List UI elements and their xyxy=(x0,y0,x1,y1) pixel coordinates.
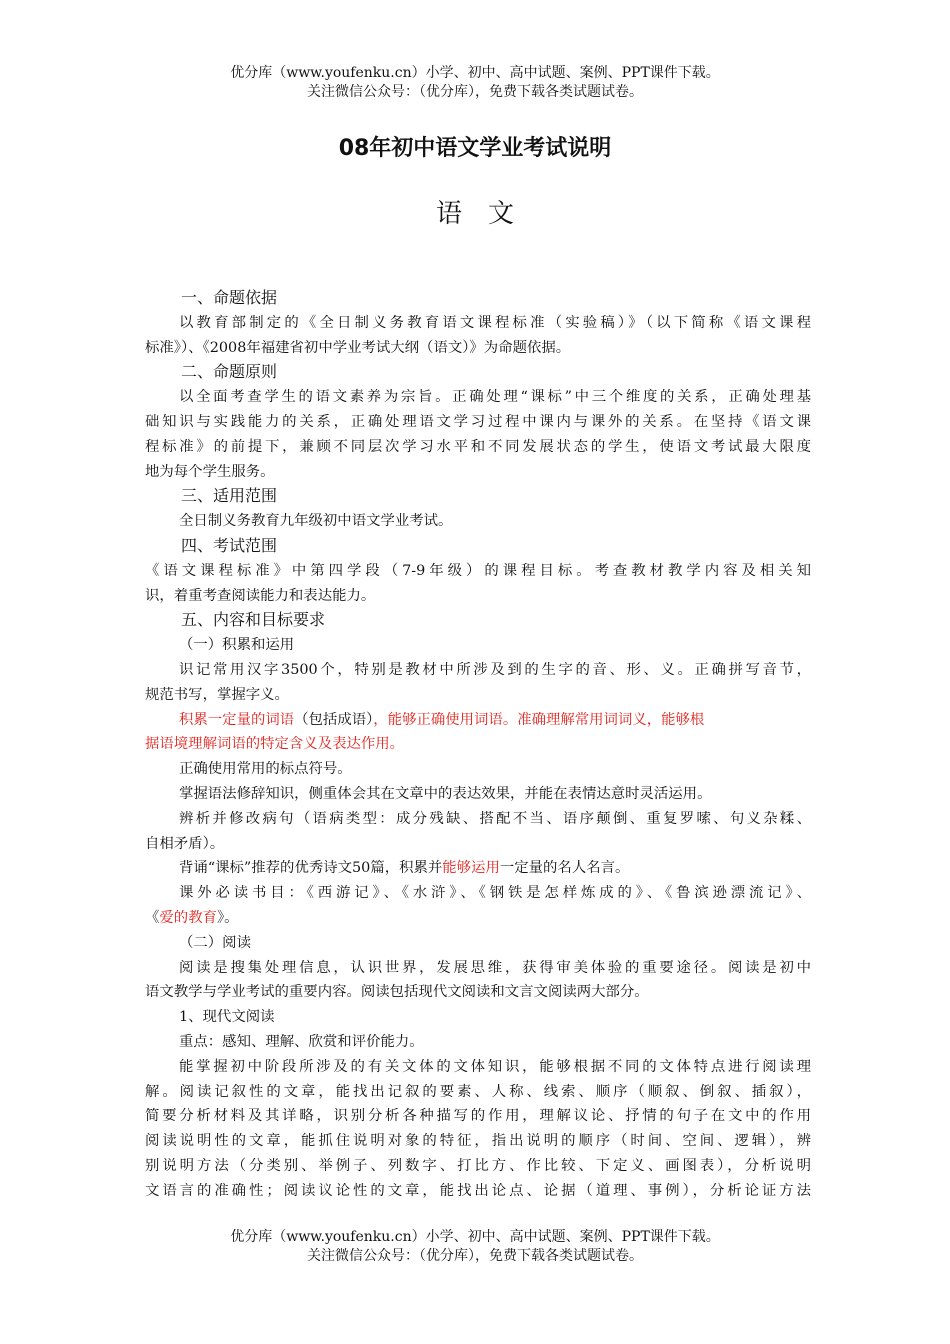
paragraph-line: 文语言的准确性；阅读议论性的文章，能找出论点、论据（道理、事例），分析论证方法 xyxy=(145,1182,811,1199)
paragraph-line: 识，着重考查阅读能力和表达能力。 xyxy=(145,587,376,604)
paragraph-line: 识记常用汉字3500个，特别是教材中所涉及到的生字的音、形、义。正确拼写音节， xyxy=(179,661,811,678)
document-title: 08年初中语文学业考试说明 xyxy=(338,136,612,161)
paragraph-line: 课外必读书目：《西游记》、《水浒》、《钢铁是怎样炼成的》、《鲁滨逊漂流记》、 xyxy=(179,885,811,902)
highlight-text: ，能够正确使用词语。准确理解常用词词义，能够根 xyxy=(373,711,705,728)
paragraph-line: 重点：感知、理解、欣赏和评价能力。 xyxy=(179,1033,424,1050)
paragraph-line: 简要分析材料及其详略，识别分析各种描写的作用，理解议论、抒情的句子在文中的作用 xyxy=(145,1108,811,1125)
subject-heading: 语 文 xyxy=(435,199,514,229)
paragraph-line: 地为每个学生服务。 xyxy=(145,463,275,480)
paragraph-line: 全日制义务教育九年级初中语文学业考试。 xyxy=(179,513,453,530)
plain-text: 《 xyxy=(145,909,160,926)
section-heading-5: 五、内容和目标要求 xyxy=(181,610,326,630)
paragraph-line: 阅读说明性的文章，能抓住说明对象的特征，指出说明的顺序（时间、空间、逻辑），辨 xyxy=(145,1133,811,1150)
paragraph-line: 规范书写，掌握字义。 xyxy=(145,686,289,703)
paragraph-line-highlighted xyxy=(145,708,811,733)
page-footer xyxy=(0,1228,950,1266)
paragraph-line: 程标准》的前提下，兼顾不同层次学习水平和不同发展状态的学生，使语文考试最大限度 xyxy=(145,438,811,455)
paragraph-line: 阅读是搜集处理信息，认识世界，发展思维，获得审美体验的重要途径。阅读是初中 xyxy=(179,959,811,976)
plain-text: （包括成语） xyxy=(294,711,374,728)
paragraph-line: 辨析并修改病句（语病类型：成分残缺、搭配不当、语序颠倒、重复罗嗦、句义杂糅、 xyxy=(179,810,811,827)
footer-line-2: 关注微信公众号：（优分库），免费下载各类试题试卷。 xyxy=(307,1248,643,1264)
plain-text: 》。 xyxy=(216,909,239,926)
paragraph-line: 掌握语法修辞知识，侧重体会其在文章中的表达效果，并能在表情达意时灵活运用。 xyxy=(179,785,712,802)
header-line-1: 优分库（www.youfenku.cn）小学、初中、高中试题、案例、PPT课件下载。 xyxy=(230,65,720,81)
paragraph-line: 标准》）、《2008年福建省初中学业考试大纲（语文）》为命题依据。 xyxy=(145,339,571,356)
paragraph-line-highlighted: 据语境理解词语的特定含义及表达作用。 xyxy=(145,736,405,753)
paragraph-line: 正确使用常用的标点符号。 xyxy=(179,761,352,778)
highlight-text: 爱的教育 xyxy=(159,909,217,926)
paragraph-line: 自相矛盾）。 xyxy=(145,835,225,852)
document-body xyxy=(145,286,811,1203)
paragraph-line: 解。阅读记叙性的文章，能找出记叙的要素、人称、线索、顺序（顺叙、倒叙、插叙）， xyxy=(145,1083,811,1100)
paragraph-line: 《语文课程标准》中第四学段（7-9年级）的课程目标。考查教材教学内容及相关知 xyxy=(145,562,811,579)
header-line-2: 关注微信公众号：（优分库），免费下载各类试题试卷。 xyxy=(307,84,643,100)
paragraph-line xyxy=(145,856,811,881)
highlight-text: 能够运用 xyxy=(442,860,500,877)
paragraph-line: 别说明方法（分类别、举例子、列数字、打比方、作比较、下定义、画图表），分析说明 xyxy=(145,1157,811,1174)
section-heading-4: 四、考试范围 xyxy=(181,535,278,555)
subsection-heading-1: （一）积累和运用 xyxy=(179,637,295,654)
paragraph-line: 以教育部制定的《全日制义务教育语文课程标准（实验稿）》（以下简称《语文课程 xyxy=(179,314,811,331)
section-heading-3: 三、适用范围 xyxy=(181,486,278,506)
paragraph-line: 础知识与实践能力的关系，正确处理语文学习过程中课内与课外的关系。在坚持《语文课 xyxy=(145,413,811,430)
subsection-heading-2: （二）阅读 xyxy=(179,934,251,951)
page-header-top xyxy=(0,64,950,102)
section-heading-1: 一、命题依据 xyxy=(181,288,278,307)
plain-text: 背诵“课标”推荐的优秀诗文50篇，积累并 xyxy=(179,860,443,877)
highlight-text: 积累一定量的词语 xyxy=(179,711,295,728)
paragraph-line xyxy=(145,906,811,931)
paragraph-line: 能掌握初中阶段所涉及的有关文体的文体知识，能够根据不同的文体特点进行阅读理 xyxy=(179,1058,811,1075)
paragraph-line: 以全面考查学生的语文素养为宗旨。正确处理“课标”中三个维度的关系，正确处理基 xyxy=(179,389,811,406)
paragraph-line: 语文教学与学业考试的重要内容。阅读包括现代文阅读和文言文阅读两大部分。 xyxy=(145,984,649,1001)
plain-text: 一定量的名人名言。 xyxy=(499,860,630,877)
footer-line-1: 优分库（www.youfenku.cn）小学、初中、高中试题、案例、PPT课件下载。 xyxy=(230,1229,720,1245)
subsection-heading-modern-reading: 1、现代文阅读 xyxy=(179,1009,275,1026)
section-heading-2: 二、命题原则 xyxy=(181,362,278,382)
